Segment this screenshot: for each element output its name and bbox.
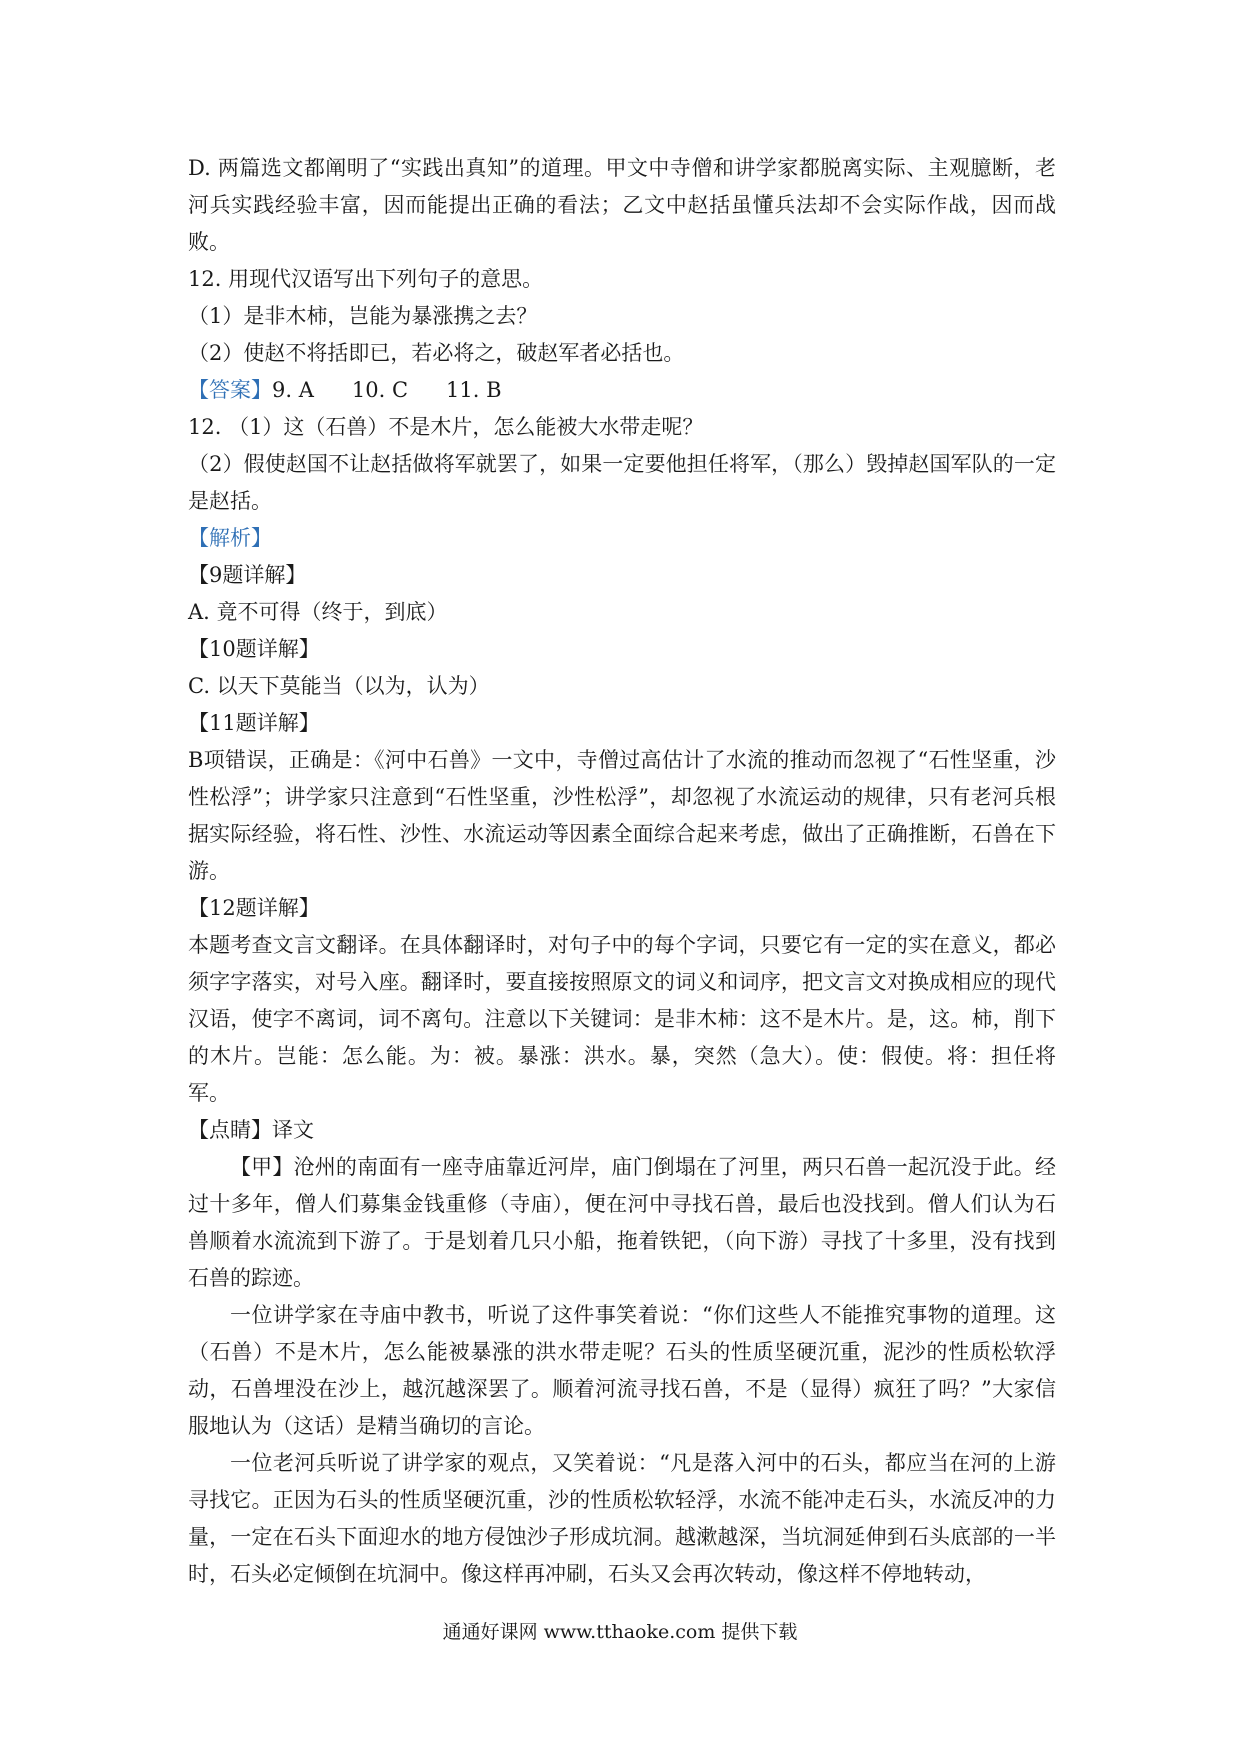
answer-11: 11. B <box>446 378 502 402</box>
q12-detail-text: 本题考查文言文翻译。在具体翻译时，对句子中的每个字词，只要它有一定的实在意义，都必须字字落实，对号入座。翻译时，要直接按照原文的词义和词序，把文言文对换成相应的现代汉语，使字不离词，词不离句。注意以下关键词：是非木柿：这不是木片。是，这。柿，削下的木片。岂能：怎么能。为：被。暴涨：洪水。暴，突然（急大）。使：假使。将：担任将军。 <box>188 933 1056 1105</box>
answer-label: 【答案】 <box>188 378 272 402</box>
document-body <box>188 150 1056 1593</box>
answer-9: 9. A <box>272 378 314 402</box>
page-footer: 通通好课网 www.tthaoke.com 提供下载 <box>442 1621 798 1643</box>
q10-detail-text: C. 以天下莫能当（以为，认为） <box>188 674 490 698</box>
translation-paragraph-2: 一位讲学家在寺庙中教书，听说了这件事笑着说：“你们这些人不能推究事物的道理。这（石兽）不是木片，怎么能被暴涨的洪水带走呢？石头的性质坚硬沉重，泥沙的性质松软浮动，石兽埋没在沙上，越沉越深罢了。顺着河流寻找石兽，不是（显得）疯狂了吗？”大家信服地认为（这话）是精当确切的言论。 <box>188 1303 1056 1438</box>
question-12: 12. 用现代汉语写出下列句子的意思。 <box>188 267 544 291</box>
q11-detail-text: B项错误，正确是：《河中石兽》一文中，寺僧过高估计了水流的推动而忽视了“石性坚重，沙性松浮”；讲学家只注意到“石性坚重，沙性松浮”，却忽视了水流运动的规律，只有老河兵根据实际经验，将石性、沙性、水流运动等因素全面综合起来考虑，做出了正确推断，石兽在下游。 <box>188 748 1056 883</box>
translation-paragraph-1: 【甲】沧州的南面有一座寺庙靠近河岸，庙门倒塌在了河里，两只石兽一起沉没于此。经过十多年，僧人们募集金钱重修（寺庙），便在河中寻找石兽，最后也没找到。僧人们认为石兽顺着水流流到下游了。于是划着几只小船，拖着铁钯，（向下游）寻找了十多里，没有找到石兽的踪迹。 <box>188 1155 1056 1290</box>
answer-10: 10. C <box>351 378 409 402</box>
question-12-part-2: （2）使赵不将括即已，若必将之，破赵军者必括也。 <box>188 341 685 365</box>
dianjing-heading: 【点睛】译文 <box>188 1118 314 1142</box>
translation-paragraph-3: 一位老河兵听说了讲学家的观点，又笑着说：“凡是落入河中的石头，都应当在河的上游寻找它。正因为石头的性质坚硬沉重，沙的性质松软轻浮，水流不能冲走石头，水流反冲的力量，一定在石头下面迎水的地方侵蚀沙子形成坑洞。越漱越深，当坑洞延伸到石头底部的一半时，石头必定倾倒在坑洞中。像这样再冲刷，石头又会再次转动，像这样不停地转动， <box>188 1451 1056 1586</box>
q10-detail-heading: 【10题详解】 <box>188 637 320 661</box>
option-d: D. 两篇选文都阐明了“实践出真知”的道理。甲文中寺僧和讲学家都脱离实际、主观臆断，老河兵实践经验丰富，因而能提出正确的看法；乙文中赵括虽懂兵法却不会实际作战，因而战败。 <box>188 156 1056 254</box>
analysis-label: 【解析】 <box>188 526 272 550</box>
answer-line <box>188 372 1056 409</box>
answer-12-part-1: 12. （1）这（石兽）不是木片，怎么能被大水带走呢？ <box>188 415 704 439</box>
question-12-part-1: （1）是非木柿，岂能为暴涨携之去？ <box>188 304 538 328</box>
q9-detail-heading: 【9题详解】 <box>188 563 307 587</box>
q9-detail-text: A. 竟不可得（终于，到底） <box>188 600 448 624</box>
q12-detail-heading: 【12题详解】 <box>188 896 320 920</box>
q11-detail-heading: 【11题详解】 <box>188 711 320 735</box>
answer-12-part-2: （2）假使赵国不让赵括做将军就罢了，如果一定要他担任将军，（那么）毁掉赵国军队的一定是赵括。 <box>188 452 1056 513</box>
